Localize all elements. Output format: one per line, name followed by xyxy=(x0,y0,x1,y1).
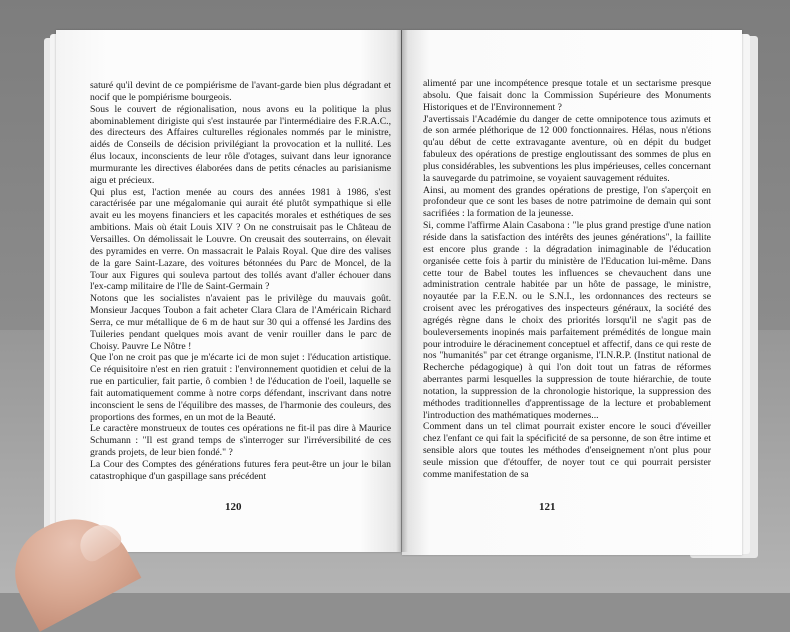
left-paragraph: Notons que les socialistes n'avaient pas le privilège du mauvais goût. Monsieur Jacques Toubon a fait acheter Clara Clara de l'Américain Richard Serra, ce mur métallique de 6 m de haut sur 30 qui a offensé les Jardins des Tuileries pendant quelques mois avant de venir rouiller dans le parc de Choisy. Pauvre Le Nôtre ! xyxy=(90,293,391,352)
right-page-text xyxy=(423,78,711,481)
book-gutter xyxy=(396,30,408,552)
right-paragraph: Ainsi, au moment des grandes opérations de prestige, l'on s'aperçoit en profondeur que ce sont les bases de notre patrimoine de demain qui sont sacrifiées : la formation de la jeunesse. xyxy=(423,184,711,220)
left-page-number: 120 xyxy=(225,501,242,513)
right-paragraph: alimenté par une incompétence presque totale et un sectarisme presque absolu. Que faisait donc la Commission Supérieure des Monuments Historiques et de l'Environnement ? xyxy=(423,78,711,113)
left-paragraph: Qui plus est, l'action menée au cours des années 1981 à 1986, s'est caractérisée par une mégalomanie qui aurait été plutôt sympathique si elle avait eu les moyens financiers et les capacités morales et esthétiques de ses ambitions. Mais où était Louis XIV ? On ne construisait pas le Château de Versailles. On démolissait le Louvre. On creusait des souterrains, on élevait des pyramides en verre. On massacrait le Palais Royal. Que dire des valises de la gare Saint-Lazare, des voitures bétonnées du Parc de Moncel, de la Tour aux Figures qui souleva partout des tollés avant d'aller échouer dans l'ex-camp militaire de l'Ile de Saint-Germain ? xyxy=(90,186,391,293)
right-paragraph: J'avertissais l'Académie du danger de cette omnipotence tous azimuts et de son armée pléthorique de 12 000 fonctionnaires. Hélas, nous n'étions qu'au début de cette extravagante aventure, où en dépit du budget fabuleux des opérations de prestige engloutissant des sommes de plus en plus considérables, les subventions les plus impérieuses, celles concernant la sauvegarde du patrimoine, se voyaient sauvagement réduites. xyxy=(423,113,711,184)
right-page-number: 121 xyxy=(539,501,556,513)
left-paragraph: saturé qu'il devint de ce pompiérisme de l'avant-garde bien plus dégradant et nocif que le pompiérisme bourgeois. xyxy=(90,80,391,103)
right-paragraph: Si, comme l'affirme Alain Casabona : "le plus grand prestige d'une nation réside dans la satisfaction des intérêts des jeunes générations", la faillite est encore plus grande : la dégradation inimaginable de l'éducation organisée cette fois à partir du ministère de l'Education lui-même. Dans cette tour de Babel toutes les influences se chevauchent dans une administration centrale habitée par un hôte de passage, le ministre, noyautée par la F.E.N. ou le S.N.I., les ordonnances des recteurs se croisent avec les prérogatives des inspecteurs généraux, la société des agrégés règne dans le choix des priorités lorsqu'il ne s'agit pas de bouleversements inopinés mais parfaitement prémédités de longue main pour introduire le déracinement conceptuel et affectif, dans ce qui reste de nos "humanités" par cet étrange organisme, l'I.N.R.P. (Institut national de Recherche pédagogique) à qui l'on doit tout un fatras de réformes aberrantes parmi lesquelles la suppression de toute hiérarchie, de toute notation, la suppression de la chronologie historique, la suppression des méthodes traditionnelles d'apprentissage de la lecture et probablement l'introduction des mathématiques modernes... xyxy=(423,220,711,421)
left-paragraph: Le caractère monstrueux de toutes ces opérations ne fit-il pas dire à Maurice Schumann : "Il est grand temps de s'interroger sur l'irréversibilité de ces grands projets, de leur bien fondé." ? xyxy=(90,423,391,459)
left-paragraph: La Cour des Comptes des générations futures fera peut-être un jour le bilan catastrophique d'un gaspillage sans précédent xyxy=(90,459,391,482)
right-paragraph: Comment dans un tel climat pourrait exister encore le souci d'éveiller chez l'enfant ce qui fait la spécificité de sa personne, de son être intime et sensible alors que toutes les méthodes d'enseignement n'ont plus pour seule mission que d'étouffer, de noyer tout ce qui pourrait persister comme manifestation de sa xyxy=(423,421,711,480)
left-paragraph: Sous le couvert de régionalisation, nous avons eu la politique la plus abominablement dirigiste qui s'est instaurée par l'intermédiaire des F.R.A.C., des directeurs des Affaires culturelles régionales nommés par le ministre, aidés de Conseils de décision privilégiant la provocation et la nullité. Les élus locaux, inconscients de leur rôle d'otages, suivant dans leur ignorance murmurante les directives élaborées dans de petits cénacles au parisianisme aigu et précieux. xyxy=(90,103,391,186)
left-page-text xyxy=(90,80,391,483)
left-paragraph: Que l'on ne croit pas que je m'écarte ici de mon sujet : l'éducation artistique. Ce réquisitoire n'est en rien gratuit : l'environnement quotidien et celui de la rue en particulier, fait partie, ô combien ! de l'éducation de l'oeil, laquelle se fait automatiquement comme à notre corps défendant, inscrivant dans notre inconscient le sens de l'équilibre des masses, de l'harmonie des couleurs, des proportions des formes, en un mot de la Beauté. xyxy=(90,352,391,423)
